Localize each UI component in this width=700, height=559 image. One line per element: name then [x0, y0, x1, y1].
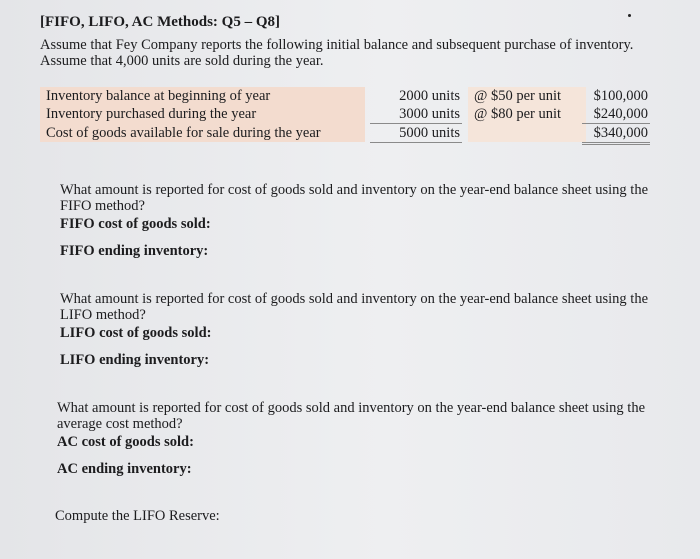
ac-ending-label: AC ending inventory: [57, 461, 192, 477]
lifo-ending-label: LIFO ending inventory: [60, 352, 210, 368]
row-units: 3000 units [399, 106, 460, 122]
row-total: $240,000 [593, 106, 648, 122]
problem-intro: Assume that Fey Company reports the following initial balance and subsequent purchase of inventory. Assume that 4,000 units are sold during the year. [40, 37, 634, 69]
inventory-table [40, 87, 652, 145]
row-label: Cost of goods available for sale during the year [46, 125, 321, 141]
units-double-underline [370, 142, 462, 143]
table-row [40, 124, 652, 142]
ac-question: What amount is reported for cost of goods sold and inventory on the year-end balance sheet using the average cost method? [57, 400, 646, 432]
stray-dot [628, 14, 631, 17]
ac-cogs-label: AC cost of goods sold: [57, 434, 194, 450]
row-rate: @ $80 per unit [474, 106, 562, 122]
row-label: Inventory purchased during the year [46, 106, 257, 122]
fifo-cogs-label: FIFO cost of goods sold: [60, 216, 211, 232]
fifo-question: What amount is reported for cost of goods sold and inventory on the year-end balance sheet using the FIFO method? [60, 182, 649, 214]
row-total: $100,000 [593, 88, 648, 104]
table-row [40, 105, 652, 123]
lifo-reserve-label: Compute the LIFO Reserve: [55, 508, 220, 524]
lifo-question: What amount is reported for cost of goods sold and inventory on the year-end balance sheet using the LIFO method? [60, 291, 649, 323]
total-double-underline-2 [582, 144, 650, 145]
problem-title: [FIFO, LIFO, AC Methods: Q5 – Q8] [40, 14, 280, 30]
lifo-cogs-label: LIFO cost of goods sold: [60, 325, 212, 341]
row-units: 5000 units [399, 125, 460, 141]
fifo-ending-label: FIFO ending inventory: [60, 243, 209, 259]
table-row [40, 87, 652, 105]
row-label: Inventory balance at beginning of year [46, 88, 271, 104]
row-units: 2000 units [399, 88, 460, 104]
total-double-underline [582, 142, 650, 143]
row-rate: @ $50 per unit [474, 88, 562, 104]
row-total: $340,000 [593, 125, 648, 141]
